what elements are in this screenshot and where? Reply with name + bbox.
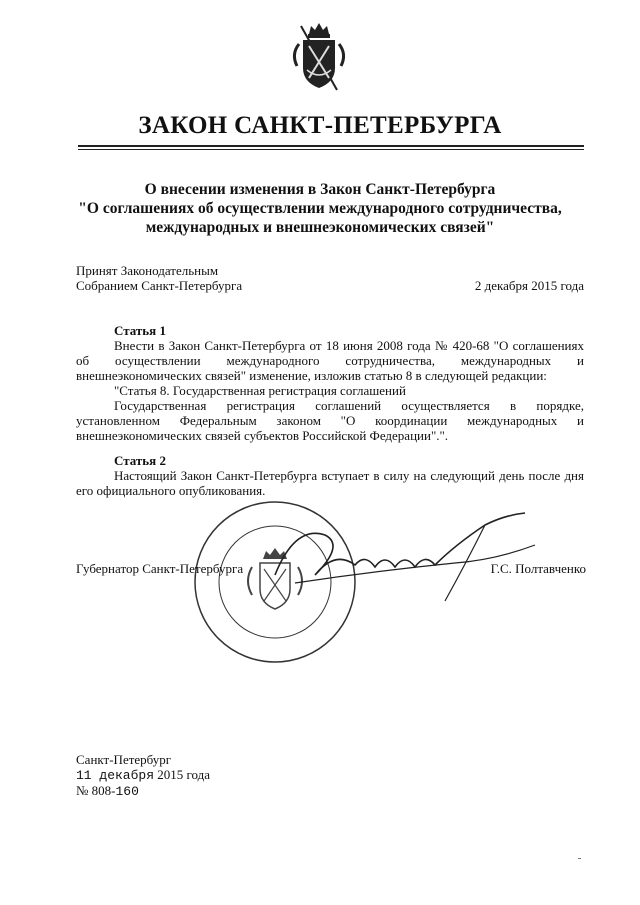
registration-date-year: 2015 года — [157, 767, 211, 782]
adoption-body-line-2: Собранием Санкт-Петербурга — [76, 278, 243, 293]
law-title: ЗАКОН САНКТ-ПЕТЕРБУРГА — [138, 112, 502, 139]
title-divider-thick — [78, 145, 584, 147]
law-subject — [60, 180, 580, 237]
adoption-body — [76, 263, 242, 293]
registration-number-handwritten: 160 — [115, 784, 139, 799]
article-1-paragraph-2: "Статья 8. Государственная регистрация соглашений — [114, 383, 406, 398]
governor-name: Г.С. Полтавченко — [490, 561, 586, 576]
coat-of-arms-emblem — [287, 20, 351, 98]
subject-line-1: О внесении изменения в Закон Санкт-Петербурга — [144, 181, 496, 198]
scan-artifact — [578, 858, 581, 859]
handwritten-signature — [255, 505, 545, 605]
registration-number-prefix: № 808- — [76, 783, 116, 798]
article-2 — [76, 453, 584, 498]
adoption-body-line-1: Принят Законодательным — [76, 263, 219, 278]
adoption-date: 2 декабря 2015 года — [474, 278, 584, 293]
title-divider-thin — [78, 149, 584, 150]
article-1-paragraph-1: Внести в Закон Санкт-Петербурга от 18 июня 2008 года № 420-68 "О соглашениях об осуществлении международного сотрудничества, международных и внешнеэкономических связей" изменение, изложив статью 8 в следующей редакции: — [76, 338, 584, 383]
article-1-paragraph-3: Государственная регистрация соглашений осуществляется в порядке, установленном Федеральным законом "О координации международных и внешнеэкономических связей субъектов Российской Федерации".". — [76, 398, 584, 443]
article-2-paragraph-1: Настоящий Закон Санкт-Петербурга вступает в силу на следующий день после дня его официального опубликования. — [76, 468, 584, 498]
subject-line-3: международных и внешнеэкономических связей" — [145, 219, 495, 236]
signing-place: Санкт-Петербург — [76, 752, 172, 767]
article-1 — [76, 323, 584, 443]
subject-line-2: "О соглашениях об осуществлении международного сотрудничества, — [78, 200, 562, 217]
registration-date — [76, 767, 210, 783]
article-2-heading: Статья 2 — [114, 453, 166, 468]
registration-number — [76, 783, 139, 799]
governor-position: Губернатор Санкт-Петербурга — [76, 561, 244, 576]
registration-date-handwritten: 11 декабря — [76, 768, 155, 783]
article-1-heading: Статья 1 — [114, 323, 166, 338]
